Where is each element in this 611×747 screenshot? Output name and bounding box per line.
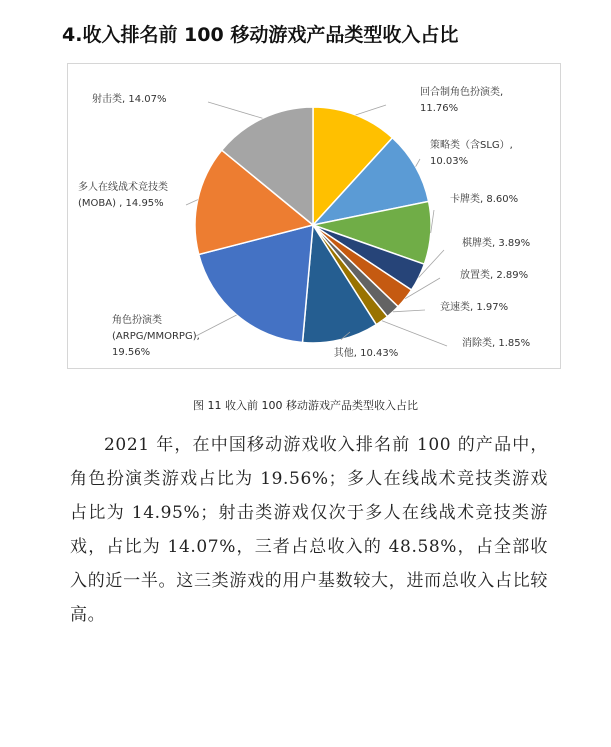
data-label: 回合制角色扮演类, 11.76% — [420, 87, 504, 114]
data-label: 棋牌类, 3.89% — [462, 238, 531, 249]
data-label: 消除类, 1.85% — [462, 338, 531, 349]
leader-line — [393, 310, 425, 312]
leader-line — [196, 315, 237, 336]
pie-chart — [67, 63, 561, 369]
data-label: 竞速类, 1.97% — [440, 302, 509, 313]
leader-line — [186, 200, 198, 205]
data-label: 射击类, 14.07% — [92, 94, 167, 105]
data-label: 卡牌类, 8.60% — [450, 194, 519, 205]
figure-caption: 图 11 收入前 100 移动游戏产品类型收入占比 — [193, 399, 418, 412]
pie-chart-svg — [68, 64, 562, 370]
leader-line — [382, 321, 447, 346]
leader-line — [208, 102, 263, 118]
data-label: 角色扮演类(ARPG/MMORPG), 19.56% — [112, 315, 200, 358]
leader-line — [416, 159, 420, 167]
section-title: 4.收入排名前 100 移动游戏产品类型收入占比 — [62, 24, 459, 46]
data-label: 其他, 10.43% — [333, 348, 399, 359]
body-paragraph: 2021 年，在中国移动游戏收入排名前 100 的产品中，角色扮演类游戏占比为 19.56%；多人在线战术竞技类游戏占比为 14.95%；射击类游戏仅次于多人在线战术竞技类游戏，占比为 14.07%，三者占总收入的 48.58%，占全部收入的近一半。这三类游戏的用户基数较大，进而总收入占比较高。 — [70, 435, 548, 625]
data-label: 放置类, 2.89% — [460, 270, 529, 281]
data-label: 多人在线战术竞技类(MOBA) , 14.95% — [78, 182, 168, 209]
leader-line — [356, 105, 386, 115]
data-label: 策略类（含SLG）, 10.03% — [430, 140, 513, 167]
